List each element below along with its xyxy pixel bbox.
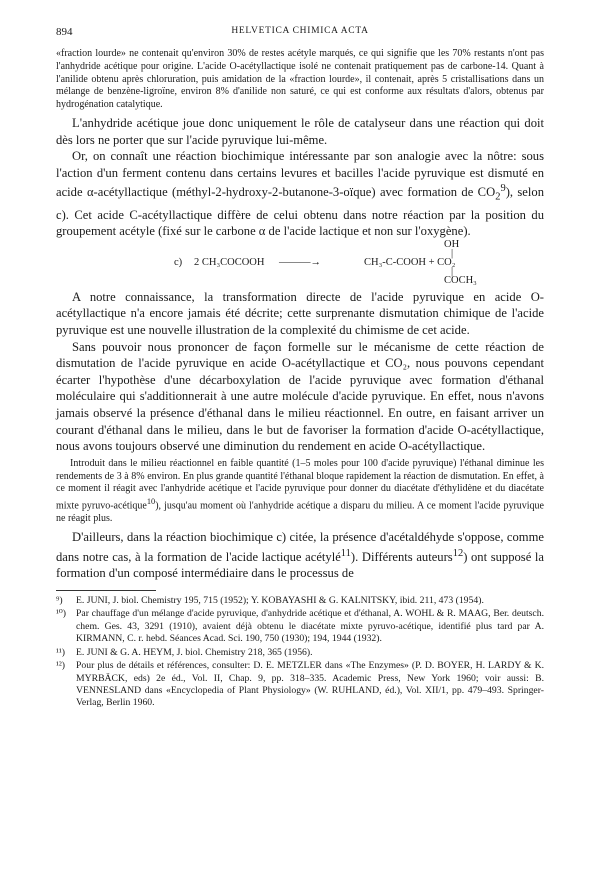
reactant: 2 CH₃COCOOH: [194, 256, 265, 268]
co2-subscript: 2: [495, 192, 501, 204]
footnote-ref-12: 12: [452, 547, 464, 559]
small-print-paragraph: «fraction lourde» ne contenait qu'environ 30% de restes acétyle marqués, ce qui signifie que les 70% restants n'ont pas l'anhydride acétique pour origine. L'acide O-acétyllactique isolé ne contenait pratiquement pas de carbone-14. Quant à l'anilide obtenu après chloruration, puis amidation de la «fraction lourde», il contenait, après 5 cristallisations dans un mélange de benzène-ligroïne, environ 8% d'anilide non saturé, ce qui est conforme aux résultats d'alors, obtenus par hydrogénation catalytique.: [56, 48, 544, 111]
acetyl-group: COCH₃: [444, 274, 477, 286]
footnote-ref-10: 10: [146, 497, 156, 507]
footnote-ref-9: 9: [500, 183, 506, 195]
footnote-number: ⁹): [56, 595, 63, 607]
paragraph-novelty: A notre connaissance, la transformation directe de l'acide pyruvique en acide O-acétyllactique n'a encore jamais été décrite; cette surprenante dismutation chimique de l'acide pyruvique est une nouvelle illustration de la complexité du chimisme de cet acide.: [56, 289, 544, 338]
bond-up: |: [451, 247, 454, 259]
footnote-11: [56, 647, 544, 659]
ethanal-text-start: Introduit dans le milieu réactionnel en faible quantité (1–5 moles pour 100 d'acide pyruvique) l'éthanal diminue les rendements de 3 à 8% environ. En plus grande quantité l'éthanal bloque rapidement la réaction de dismutation. En effet, à ce moment il réagit avec l'anhydride acétique et l'acide pyruvique pour donner du diacétate d'éthylidène et du diacétate mixte pyruvo-acétique: [56, 457, 544, 512]
small-print-ethanal: [56, 458, 544, 526]
footnote-10: [56, 608, 544, 645]
footnote-text: E. JUNI & G. A. HEYM, J. biol. Chemistry 218, 365 (1956).: [76, 646, 313, 658]
footnote-text: Par chauffage d'un mélange d'acide pyruvique, d'anhydride acétique et d'éthanal, A. WOHL & R. MAAG, Ber. deutsch. chem. Ges. 43, 3291 (1910), avaient déjà obtenu le diacétate mixte pyruvo-acétique, identifié plus tard par A. KIRMANN, C. r. hebd. Séances Acad. Sci. 190, 750 (1930); 194, 1944 (1932).: [76, 608, 544, 645]
footnote-number: ¹¹): [56, 646, 66, 658]
acetaldehyde-text-start: D'ailleurs, dans la réaction biochimique c) citée, la présence d'acétaldéhyde s'oppose, comme dans notre cas, à la formation de l'acide lactique acétylé: [56, 530, 544, 564]
reaction-equation: [56, 237, 544, 289]
journal-title: HELVETICA CHIMICA ACTA: [231, 26, 369, 36]
footnote-text: Pour plus de détails et références, consulter: D. E. METZLER dans «The Enzymes» (P. D. BOYER, H. LARDY & K. MYRBÄCK, eds) 2e éd., Vol. II, Chap. 9, pp. 318–335. Academic Press, New York 1960; voir aussi: B. VENNESLAND dans «Encyclopedia of Plant Physiology» (W. RUHLAND, éd.), Vol. XII/1, pp. 479–493. Springer-Verlag, Berlin 1960.: [76, 660, 544, 709]
page-body: [56, 48, 544, 711]
footnote-number: ¹⁰): [56, 608, 67, 620]
footnote-12: [56, 660, 544, 710]
footnote-text: E. JUNI, J. biol. Chemistry 195, 715 (1952); Y. KOBAYASHI & G. KALNITSKY, ibid. 211, 473 (1954).: [76, 595, 484, 607]
analogy-text-start: Or, on connaît une réaction biochimique intéressante par son analogie avec la nôtre: sous l'action d'un ferment contenu dans certains levures et bacilles l'acide pyruvique est dismuté en acide α-acétyllactique (méthyl-2-hydroxy-2-butanone-3-oïque) avec formation de CO: [56, 149, 544, 200]
paragraph-acetaldehyde: [56, 529, 544, 582]
hydroxyl-group: OH: [444, 238, 460, 250]
reaction-label: c): [174, 256, 183, 268]
footnote-number: ¹²): [56, 660, 66, 672]
reaction-arrow: ———→: [279, 256, 321, 268]
acetaldehyde-text-end: ) ont supposé la formation d'un composé intermédiaire dans le processus de: [56, 549, 544, 581]
page-header: [56, 26, 544, 40]
acetaldehyde-text-middle: ). Différents auteurs: [350, 549, 453, 564]
paragraph-mechanism: Sans pouvoir nous prononcer de façon formelle sur le mécanisme de cette réaction de dismutation de l'acide pyruvique en acide O-acétyllactique et CO₂, nous pouvons cependant écarter l'hypothèse d'une décarboxylation de l'acide pyruvique avec formation d'éthanal moléculaire qui s'additionnerait à une autre molécule d'acide pyruvique. En effet, nous n'avons jamais observé la présence d'éthanal dans le milieu réactionnel. En outre, en faisant arriver un courant d'éthanal dans le milieu, dans le but de favoriser la formation d'acide O-acétyllactique, nous avons toujours observé une diminution du rendement en acide O-acétyllactique.: [56, 339, 544, 454]
paragraph-biochemical-analogy: [56, 148, 544, 240]
analogy-text-end: ), selon c). Cet acide C-acétyllactique diffère de celui obtenu dans notre réaction par la position du groupement acétyle (fixé sur le carbone α de l'acide lactique et non sur l'oxygène).: [56, 185, 544, 239]
paragraph-catalyst: L'anhydride acétique joue donc uniquement le rôle de catalyseur dans une réaction qui doit dès lors ne porter que sur l'acide pyruvique lui-même.: [56, 115, 544, 147]
footnote-ref-11: 11: [340, 547, 351, 559]
footnote-divider: [56, 590, 156, 591]
bond-down: |: [451, 265, 454, 277]
footnote-9: [56, 595, 544, 607]
product: CH₃-C-COOH + CO₂: [364, 256, 456, 268]
page-number: 894: [56, 26, 73, 38]
ethanal-text-end: ), jusqu'au moment où l'anhydride acétique a disparu du milieu. A ce moment l'acide pyruvique ne réagit plus.: [56, 500, 544, 525]
